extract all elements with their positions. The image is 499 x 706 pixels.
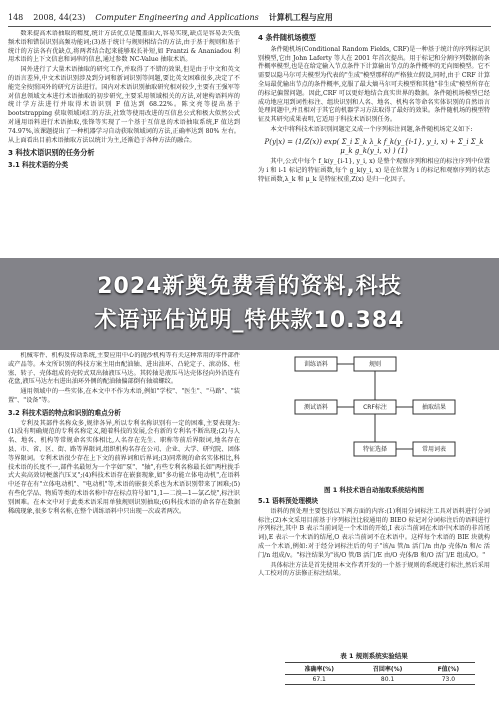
- journal-name-cn: 计算机工程与应用: [268, 12, 333, 22]
- subsection-heading: 3.1 科技术语的分类: [8, 161, 69, 170]
- paragraph: 本文中将科技术语识别问题定义成一个序列标注问题,条件随机场定义如下:: [270, 125, 473, 133]
- table-cell: 73.0: [422, 675, 475, 685]
- section-heading: 3 科技术语识别的任务分析: [8, 148, 95, 158]
- table-header-cell: F值(%): [422, 663, 475, 675]
- journal-name: Computer Engineering and Applications: [95, 12, 259, 22]
- box-result-label: 抽取结果: [421, 404, 447, 411]
- subsection-heading: 5.1 语料预处理模块: [258, 497, 319, 505]
- page-header: [8, 8, 491, 27]
- box-training-label: 训练语料: [303, 361, 329, 368]
- paragraph: 通用领域中的一些实体,在本文中不作为术语,例如"学校"、"医生"、"马路"、"装置"、"设备"等。: [8, 388, 240, 404]
- overlay-title-line1: 2024新奥免费看的资料,科技: [97, 274, 402, 299]
- overlay-title-line2: 术语评估说明_特供款10.384: [94, 308, 405, 333]
- figure-caption: 图 1 科技术语自动抽取系统结构图: [323, 486, 425, 494]
- table-cell: 67.1: [285, 675, 353, 685]
- formula: [258, 138, 490, 156]
- flowchart-svg: [290, 352, 460, 482]
- results-table: [285, 662, 475, 685]
- subsection-heading: 3.2 科技术语的特点和识别的难点分析: [8, 408, 121, 417]
- formula-number: (1): [397, 146, 408, 155]
- box-wordlist-label: 常用词表: [421, 446, 447, 453]
- paragraph: 语料的预处理主要包括以下两方面的内容:(1)利用分词标注工具对语料进行分词标注;(2)本文采用目前基于序列标注比较通用的 BIEO 标记对分词标注后的语料进行序列标注,其中 B 表示当前词是一个术语的开始,I 表示当前词在术语中(术语的非首尾词),E 表示一个术语的结尾,O 表示当前词不在术语中。这样每个术语的 BIE 块就构成一个术语,例如:对于经分词标注后的句子"该/u 管/n 活门/n 由/p 壳体/n 和/c 活门/n 组成/v。"标注结果为"该/O 管/B 活门/E 由/O 壳体/B 和/O 活门/E 组成/O。": [258, 507, 490, 559]
- table-header-row: [285, 663, 475, 675]
- left-column-bottom: [8, 352, 240, 698]
- box-crf-label: CRF标注: [363, 404, 387, 411]
- section-heading: 4 条件随机场模型: [258, 33, 316, 42]
- table-header-cell: 准确率(%): [285, 663, 353, 675]
- paragraph: 条件随机场(Conditional Random Fields, CRF)是一种基于统计的序列标记识别模型,它由 John Laferty 等人在 2001 年首次提出。用于标记和分割序列数据的条件概率模型,也是在给定输入节点条件下计算输出节点的条件概率的无向图模型。它不需要以隐马尔可夫模型为代表的"生成"模型那样的严格独立假设,同时,由于 CRF 计算全局最优输出节点的条件概率,克服了最大熵马尔可夫模型和其他"非生成"模型所存在的标记偏置问题。因此,CRF 可以更好地结合真实世界的数据。条件随机场模型已经成功地应用到词性标注、组块识别和人名、地名、机构名等命名实体识别的自然语言处理问题中,并且相对于其它的机器学习方法取得了最好的效果。条件随机场的模型特征及其研究成果表明,它适用于科技术语识别任务。: [258, 45, 490, 124]
- formula-body: P(y|x) = (1/Z(x)) exp( Σ_i Σ_k λ_k f_k(y_{i-1}, y_i, x) + Σ_i Σ_k μ_k g_k(y_i, x) ): [264, 137, 484, 155]
- system-flowchart: [290, 352, 460, 482]
- right-column-top: [258, 30, 490, 256]
- left-column-top: [8, 30, 240, 258]
- paragraph: 数来提高术语抽取的精度,统计方法优点是覆盖面大,容易实现,缺点是容易丢失低频术语和错误识别高频功能词;(3)基于统计与规则相结合的方法,由于基于规则和基于统计的方法各有优缺点,将两者结合起来能够取长补短,如 Frantzi & Ananiadou 利用术语的上下文信息和词串的信息,通过参数 NC-Value 抽取术语。: [8, 30, 240, 64]
- overlay-banner: [0, 258, 499, 350]
- issue-info: 2008, 44(23): [33, 12, 86, 22]
- box-rule-label: 规则: [368, 361, 382, 368]
- right-column-bottom: [258, 494, 490, 650]
- table-row: [285, 675, 475, 685]
- box-test-label: 测试语料: [303, 404, 329, 411]
- paragraph: 具体标注方法是首先使用本文作者开发的一个基于规则的系统进行标注,然后采用人工校对的方法修正标注结果。: [258, 561, 490, 578]
- paragraph: 国外进行了大量术语抽取的研究工作,并取得了不错的效果,但是由于中文和英文的语言差异,中文术语识别涉及到分词和新词识别等问题,要比英文困难很多,决定了不能完全按照国外的研究方法进行。国内对术语识别抽取研究相对较少,主要有王强军等对信息领域文本进行术语抽取的初步研究,主要采用领域相关的方法,对建构语料库的统计学方法进行并取得术语识别 F 值达到 68.22%。陈文亮等提出基于 bootstrapping 获取领域词汇的方法,社致等使用改进的互信息公式和极大似然公式对通用语料进行术语抽取,张锋等实现了一个基于互信息的术语抽取系统,F 值达到 74.97%,该课题提出了一种机器学习自动获取领域词的方法,正确率达到 80% 左右。从上面看出目前术语抽取方法以统计为主,还渐趋于各种方法的融合。: [8, 66, 240, 144]
- table-cell: 80.1: [353, 675, 421, 685]
- page-number: 148: [8, 12, 24, 22]
- box-feature-label: 特征选择: [362, 446, 388, 453]
- paragraph: 其中,公式中每个 f_k(y_{i-1}, y_i, x) 是整个观察序列和相应的标注序列中位置为 i 和 i-1 标记的特征函数,每个 g_k(y_i, x) 是在位置为 i 的标记和观察序列的状态特征函数,λ_k 和 μ_k 是特征权重,Z(x) 是归一化因子。: [258, 158, 490, 183]
- paragraph: 专利及其部件名称众多,规律各异,所以专利名称识别有一定的困难,主要表现为:(1)没有明确规范的专利名称定义,随着科技的发展,会有新的专利名不断出现;(2)与人名、地名、机构等常规命名实体相比,人名存在先生、职称等前后界限词,地名存在县、市、省、区、街、路等界限词,组织机构名存在公司、企业、大学、研究院、团体等界限词。专利术语很少存在上下文的前界词和后界词;(3)同常规的命名实体相比,科技术语的长度不一,部件名最短为一个字如"泵"、"轴",有些专利名称最长如"两柱拢手式大卖高效切梗蒸汽压叉";(4)科技术语存在嵌套现象,如"多功能立体电动机",在语料中还存在有"立体电动机"、"电动机"等,术语的嵌套关系也为术语识别带来了困难;(5)有些化学品、物质等类的术语名称中存在标点符号如"1,1—二溴—1—氯乙烷",标注识别困难。在本文中对于此类术语采用单独规则识别抽取;(6)科技术语的命名存在数据稀疏现象,很多专利名称,在整个训练语料中只出现一次或者两次。: [8, 419, 240, 515]
- paragraph: 机械零件、机构及传动系统,主要应用中心的抛沙机构等有关这种常用的零件部件或产品等。本文所识别的科技方案主用由配油轴、进出油环、凸轮定子、滚动体、柱塞、转子、壳体组成的壳转式双出轴液压马达。其转轴是液压马达壳体径向外沿连有花盘,液压马达左右进出油环外侧的配油轴偏部倒有轴端螺纹。: [8, 352, 240, 386]
- table-caption: 表 1 规则系统实验结果: [340, 652, 408, 660]
- table-header-cell: 召回率(%): [353, 663, 421, 675]
